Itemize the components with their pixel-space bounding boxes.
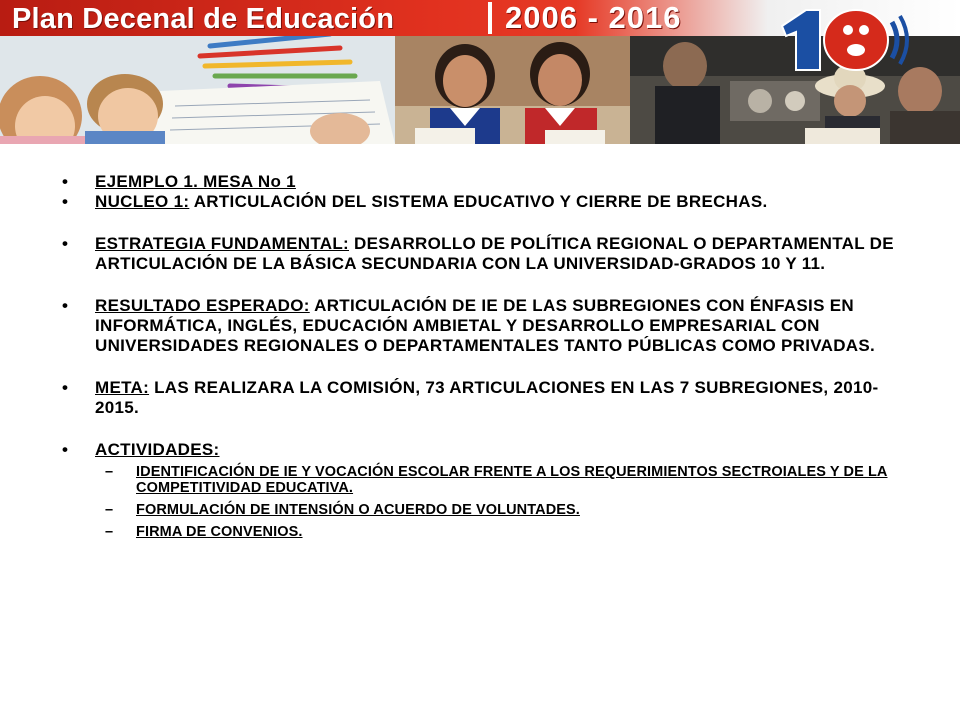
bullet-icon: • — [62, 440, 69, 459]
item-text: ARTICULACIÓN DEL SISTEMA EDUCATIVO Y CIERRE DE BRECHAS. — [189, 192, 768, 211]
photo-schoolgirls — [395, 36, 630, 144]
activity-text: FORMULACIÓN DE INTENSIÓN O ACUERDO DE VOLUNTADES. — [136, 502, 580, 518]
bullet-icon: • — [62, 378, 69, 397]
activities-list — [62, 464, 912, 540]
bullet-item — [62, 172, 912, 192]
header-banner — [0, 0, 960, 144]
item-label: EJEMPLO 1. MESA No 1 — [95, 172, 296, 191]
bullet-icon: • — [62, 234, 69, 253]
activity-text: FIRMA DE CONVENIOS. — [136, 524, 303, 540]
item-label: RESULTADO ESPERADO: — [95, 296, 310, 315]
photo-children-drawing — [0, 36, 395, 144]
item-text: LAS REALIZARA LA COMISIÓN, 73 ARTICULACIONES EN LAS 7 SUBREGIONES, 2010-2015. — [95, 378, 879, 417]
bullet-icon: • — [62, 296, 69, 315]
item-label: NUCLEO 1: — [95, 192, 190, 211]
bullet-item — [62, 440, 912, 460]
item-label: META: — [95, 378, 150, 397]
item-text: DESARROLLO DE POLÍTICA REGIONAL O DEPARTAMENTAL DE ARTICULACIÓN DE LA BÁSICA SECUNDARIA CON LA UNIVERSIDAD-GRADOS 10 Y 11. — [95, 234, 894, 273]
bullet-item — [62, 234, 912, 274]
banner-title: Plan Decenal de Educación — [12, 3, 395, 35]
logo-number: 10 — [836, 72, 838, 73]
bullet-item — [62, 192, 912, 212]
item-label: ESTRATEGIA FUNDAMENTAL: — [95, 234, 350, 253]
activity-item — [95, 502, 912, 518]
item-text: ARTICULACIÓN DE IE DE LAS SUBREGIONES CON ÉNFASIS EN INFORMÁTICA, INGLÉS, EDUCACIÓN AMBIETAL Y DESARROLLO EMPRESARIAL CON UNIVERSIDADES REGIONALES O DEPARTAMENTALES TANTO PÚBLICAS COMO PRIVADAS. — [95, 296, 876, 355]
dash-icon: – — [105, 502, 114, 518]
ten-years-logo — [776, 4, 916, 74]
activity-text: IDENTIFICACIÓN DE IE Y VOCACIÓN ESCOLAR FRENTE A LOS REQUERIMIENTOS SECTROIALES Y DE LA COMPETITIVIDAD EDUCATIVA. — [136, 464, 888, 496]
activity-item — [95, 464, 912, 496]
item-label: ACTIVIDADES: — [95, 440, 220, 459]
slide-content — [62, 172, 912, 540]
banner-years: 2006 - 2016 — [505, 0, 682, 35]
dash-icon: – — [105, 464, 114, 480]
bullet-item — [62, 378, 912, 418]
bullet-icon: • — [62, 192, 69, 211]
title-divider — [488, 2, 492, 34]
bullet-icon: • — [62, 172, 69, 191]
bullet-item — [62, 296, 912, 356]
dash-icon: – — [105, 524, 114, 540]
activity-item — [95, 524, 912, 540]
